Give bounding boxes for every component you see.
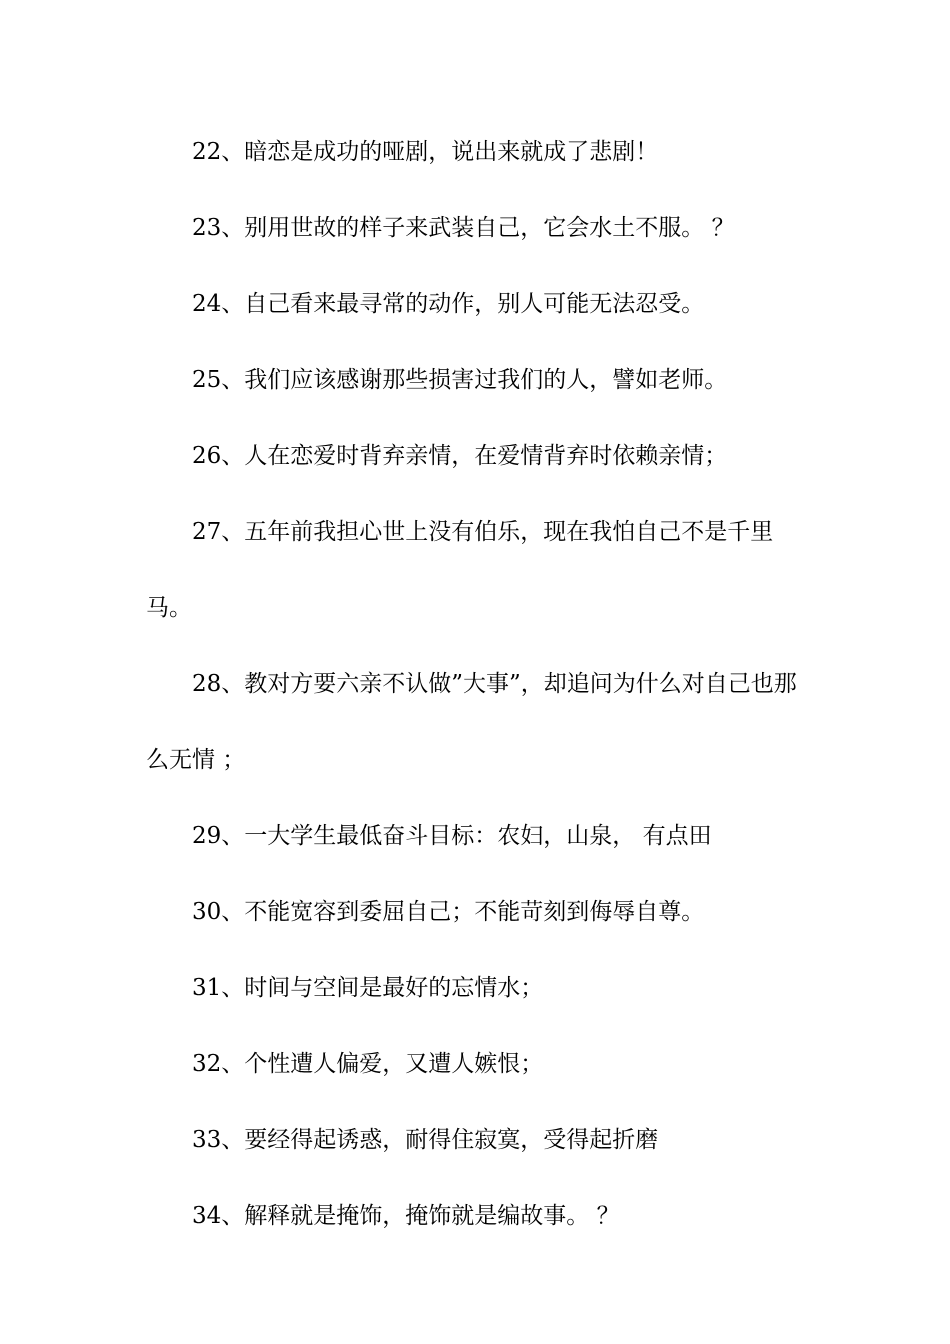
paragraph-34: 34、解释就是掩饰，掩饰就是编故事。 ？ bbox=[192, 1203, 620, 1229]
paragraph-27: 27、五年前我担心世上没有伯乐，现在我怕自己不是千里马。 bbox=[146, 519, 774, 621]
paragraph-31: 31、时间与空间是最好的忘情水； bbox=[192, 975, 544, 1001]
paragraph-26: 26、人在恋爱时背弃亲情，在爱情背弃时依赖亲情； bbox=[192, 443, 728, 469]
paragraph-32: 32、个性遭人偏爱，又遭人嫉恨； bbox=[192, 1051, 544, 1077]
paragraph-29: 29、一大学生最低奋斗目标：农妇，山泉， 有点田 bbox=[192, 823, 712, 849]
paragraph-24: 24、自己看来最寻常的动作，别人可能无法忍受。 bbox=[192, 291, 705, 317]
paragraph-22: 22、暗恋是成功的哑剧，说出来就成了悲剧！ bbox=[192, 139, 659, 165]
paragraph-28: 28、教对方要六亲不认做”大事”，却追问为什么对自己也那么无情 ； bbox=[146, 671, 797, 773]
paragraph-25: 25、我们应该感谢那些损害过我们的人，譬如老师。 bbox=[192, 367, 728, 393]
paragraph-23: 23、别用世故的样子来武装自己，它会水土不服。 ？ bbox=[192, 215, 735, 241]
paragraph-30: 30、不能宽容到委屈自己；不能苛刻到侮辱自尊。 bbox=[192, 899, 705, 925]
paragraph-33: 33、要经得起诱惑，耐得住寂寞，受得起折磨 bbox=[192, 1127, 659, 1153]
